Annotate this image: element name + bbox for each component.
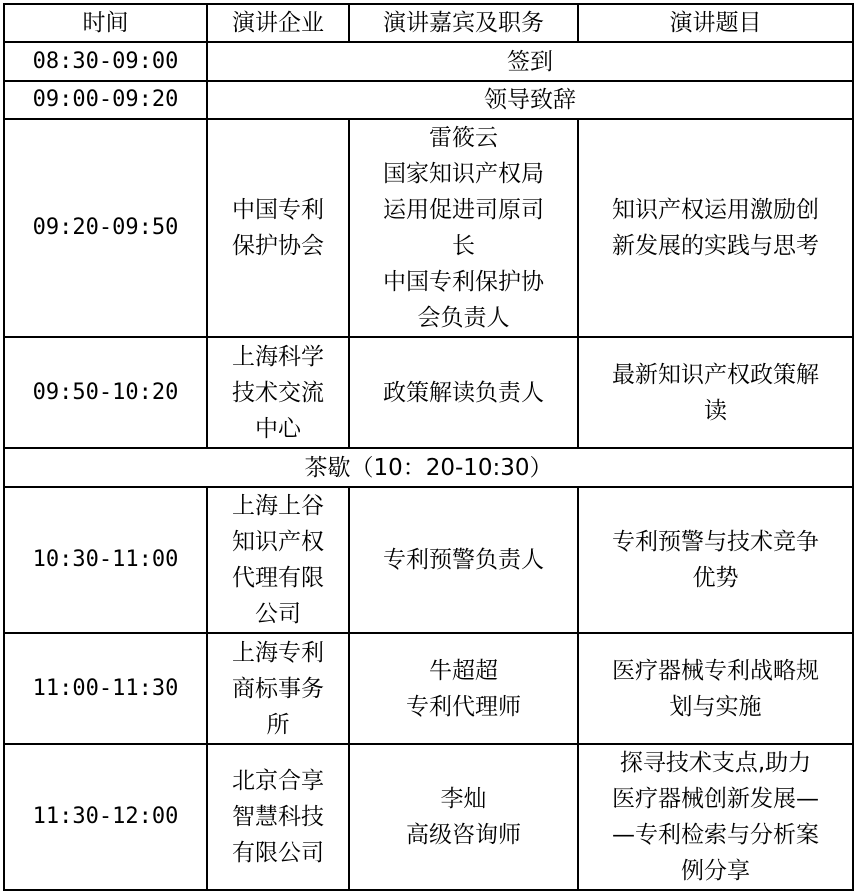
table-row (4, 81, 853, 119)
company-line: 中心 (255, 415, 301, 442)
speaker-line: 国家知识产权局 (383, 161, 544, 187)
topic-line: 读 (704, 397, 727, 424)
break-cell: 茶歇（10：20-10:30） (4, 448, 853, 487)
speaker-line: 中国专利保护协 (383, 269, 544, 295)
company-cell (207, 119, 349, 337)
speaker-line: 会负责人 (417, 305, 510, 331)
time-cell: 08:30-09:00 (4, 42, 207, 81)
table-row (4, 119, 853, 337)
topic-line: 专利预警与技术竞争 (612, 529, 819, 555)
speaker-line: 政策解读负责人 (383, 379, 544, 406)
topic-line: 探寻技术支点,助力 (619, 750, 812, 776)
topic-cell (578, 487, 853, 633)
company-cell (207, 487, 349, 633)
speaker-line: 专利代理师 (406, 693, 521, 720)
speaker-cell (349, 119, 578, 337)
header-topic: 演讲题目 (578, 4, 853, 42)
speaker-line: 长 (452, 233, 475, 259)
topic-line: 医疗器械创新发展— (612, 786, 819, 812)
topic-line: 最新知识产权政策解 (612, 361, 819, 388)
company-line: 保护协会 (232, 233, 324, 259)
company-line: 所 (266, 711, 290, 738)
speaker-cell (349, 337, 578, 448)
time-cell: 10:30-11:00 (4, 487, 207, 633)
header-company: 演讲企业 (207, 4, 349, 42)
topic-line: 优势 (692, 565, 739, 591)
company-line: 智慧科技 (232, 804, 324, 830)
topic-cell (578, 744, 853, 890)
break-row (4, 448, 853, 487)
speaker-cell (349, 744, 578, 890)
company-line: 上海上谷 (232, 493, 324, 519)
table-row (4, 337, 853, 448)
company-cell (207, 744, 349, 890)
time-cell: 09:50-10:20 (4, 337, 207, 448)
company-line: 技术交流 (232, 379, 324, 406)
topic-cell (578, 337, 853, 448)
topic-cell (578, 633, 853, 744)
time-cell: 09:00-09:20 (4, 81, 207, 119)
table-row (4, 487, 853, 633)
speaker-line: 牛超超 (429, 657, 498, 684)
company-line: 有限公司 (232, 840, 324, 866)
company-cell (207, 633, 349, 744)
topic-line: —专利检索与分析案 (612, 822, 819, 848)
company-cell (207, 337, 349, 448)
time-cell: 11:00-11:30 (4, 633, 207, 744)
event-cell: 签到 (207, 42, 853, 81)
company-line: 知识产权 (232, 529, 324, 555)
table-row (4, 744, 853, 890)
topic-line: 知识产权运用激励创 (612, 197, 819, 223)
speaker-line: 运用促进司原司 (383, 197, 544, 223)
topic-line: 新发展的实践与思考 (612, 233, 819, 259)
company-line: 商标事务 (232, 675, 324, 702)
company-line: 公司 (255, 601, 301, 627)
speaker-line: 雷筱云 (429, 125, 498, 151)
topic-line: 医疗器械专利战略规 (612, 657, 819, 684)
topic-line: 划与实施 (669, 693, 762, 720)
speaker-cell (349, 487, 578, 633)
company-line: 上海科学 (232, 343, 324, 370)
speaker-line: 高级咨询师 (406, 822, 521, 848)
header-speaker: 演讲嘉宾及职务 (349, 4, 578, 42)
topic-cell (578, 119, 853, 337)
company-line: 北京合享 (232, 768, 324, 794)
agenda-table (3, 3, 854, 891)
table-row (4, 42, 853, 81)
header-time: 时间 (4, 4, 207, 42)
event-cell: 领导致辞 (207, 81, 853, 119)
company-line: 上海专利 (232, 639, 324, 666)
topic-line: 例分享 (681, 858, 750, 884)
time-cell: 11:30-12:00 (4, 744, 207, 890)
company-line: 代理有限 (232, 565, 324, 591)
speaker-line: 专利预警负责人 (383, 547, 544, 573)
company-line: 中国专利 (232, 197, 324, 223)
table-row (4, 633, 853, 744)
speaker-line: 李灿 (440, 786, 487, 812)
speaker-cell (349, 633, 578, 744)
time-cell: 09:20-09:50 (4, 119, 207, 337)
header-row (4, 4, 853, 42)
